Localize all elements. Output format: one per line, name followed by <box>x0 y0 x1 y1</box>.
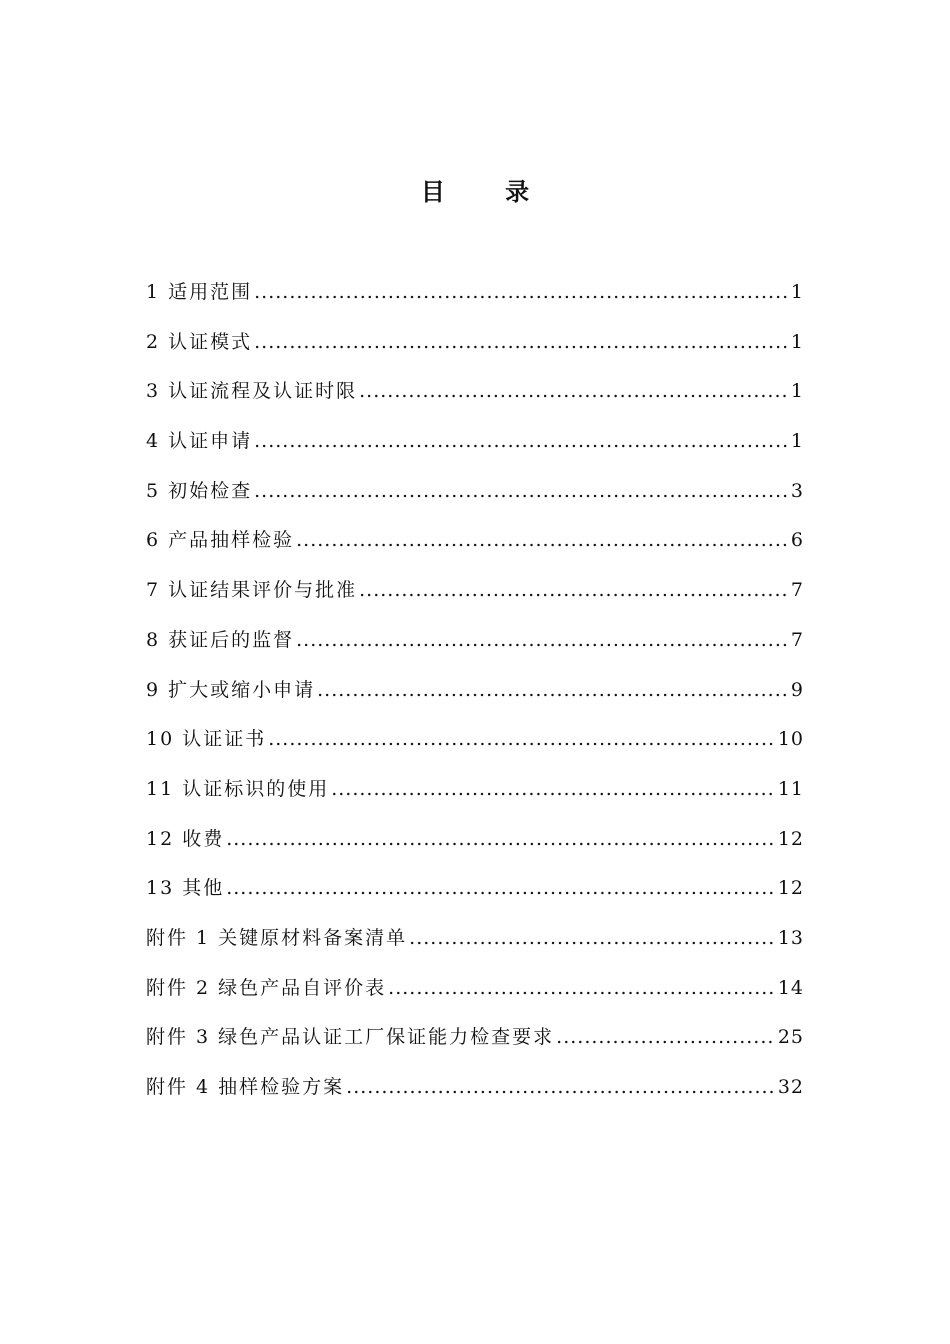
toc-leader-dots <box>556 1026 776 1048</box>
toc-entry-page: 12 <box>777 827 804 850</box>
toc-entry[interactable] <box>146 277 804 327</box>
toc-entry-page: 7 <box>790 628 804 651</box>
toc-entry[interactable] <box>146 625 804 675</box>
toc-entry-label: 12 收费 <box>146 827 225 850</box>
toc-entry-page: 32 <box>777 1076 804 1098</box>
table-of-contents <box>146 277 804 1122</box>
toc-entry-page: 7 <box>790 579 804 602</box>
toc-entry-page: 1 <box>790 380 804 403</box>
toc-leader-dots <box>331 778 776 800</box>
toc-entry-label: 7 认证结果评价与批准 <box>146 579 358 602</box>
toc-entry[interactable] <box>146 724 804 774</box>
toc-entry-label: 3 认证流程及认证时限 <box>146 380 358 403</box>
toc-leader-dots <box>226 877 776 899</box>
toc-entry-page: 13 <box>777 926 804 949</box>
toc-entry-label: 4 认证申请 <box>146 430 253 453</box>
toc-leader-dots <box>346 1076 776 1098</box>
toc-entry-label: 13 其他 <box>146 877 225 900</box>
toc-entry-label: 8 获证后的监督 <box>146 628 295 651</box>
toc-entry-label: 6 产品抽样检验 <box>146 529 295 552</box>
toc-entry[interactable] <box>146 426 804 476</box>
toc-leader-dots <box>226 828 776 850</box>
toc-entry-page: 10 <box>777 728 804 751</box>
toc-entry[interactable] <box>146 1022 804 1072</box>
toc-leader-dots <box>254 331 789 353</box>
toc-leader-dots <box>254 430 789 452</box>
toc-entry-label: 附件 1 关键原材料备案清单 <box>146 926 408 949</box>
toc-leader-dots <box>388 977 776 999</box>
toc-leader-dots <box>359 579 789 601</box>
toc-entry[interactable] <box>146 973 804 1023</box>
toc-leader-dots <box>254 480 789 502</box>
toc-entry-page: 6 <box>790 529 804 552</box>
toc-entry[interactable] <box>146 774 804 824</box>
toc-entry-label: 11 认证标识的使用 <box>146 777 330 800</box>
toc-entry[interactable] <box>146 327 804 377</box>
toc-entry-label: 附件 2 绿色产品自评价表 <box>146 976 387 999</box>
toc-leader-dots <box>359 380 789 402</box>
toc-entry[interactable] <box>146 476 804 526</box>
toc-entry[interactable] <box>146 824 804 874</box>
toc-entry[interactable] <box>146 923 804 973</box>
toc-entry-label: 2 认证模式 <box>146 330 253 353</box>
page-title: 目 录 <box>420 178 556 206</box>
toc-entry-label: 1 适用范围 <box>146 281 253 303</box>
toc-leader-dots <box>254 281 789 303</box>
toc-entry[interactable] <box>146 376 804 426</box>
toc-entry-page: 12 <box>777 877 804 900</box>
toc-leader-dots <box>296 529 789 551</box>
toc-entry-page: 1 <box>790 430 804 453</box>
toc-entry[interactable] <box>146 873 804 923</box>
toc-entry-page: 14 <box>777 976 804 999</box>
toc-entry-label: 5 初始检查 <box>146 479 253 502</box>
toc-entry-page: 11 <box>777 777 804 800</box>
toc-leader-dots <box>317 679 789 701</box>
toc-entry-page: 1 <box>790 281 804 303</box>
toc-entry[interactable] <box>146 525 804 575</box>
toc-entry-page: 25 <box>777 1026 804 1049</box>
toc-entry[interactable] <box>146 575 804 625</box>
toc-entry-page: 3 <box>790 479 804 502</box>
toc-entry-label: 9 扩大或缩小申请 <box>146 678 316 701</box>
toc-entry[interactable] <box>146 675 804 725</box>
toc-entry-label: 10 认证证书 <box>146 728 267 751</box>
toc-entry-label: 附件 3 绿色产品认证工厂保证能力检查要求 <box>146 1026 555 1049</box>
toc-entry-page: 9 <box>790 678 804 701</box>
toc-entry[interactable] <box>146 1072 804 1122</box>
toc-leader-dots <box>409 927 776 949</box>
toc-entry-page: 1 <box>790 330 804 353</box>
toc-leader-dots <box>268 728 776 750</box>
toc-entry-label: 附件 4 抽样检验方案 <box>146 1076 345 1098</box>
toc-leader-dots <box>296 629 789 651</box>
